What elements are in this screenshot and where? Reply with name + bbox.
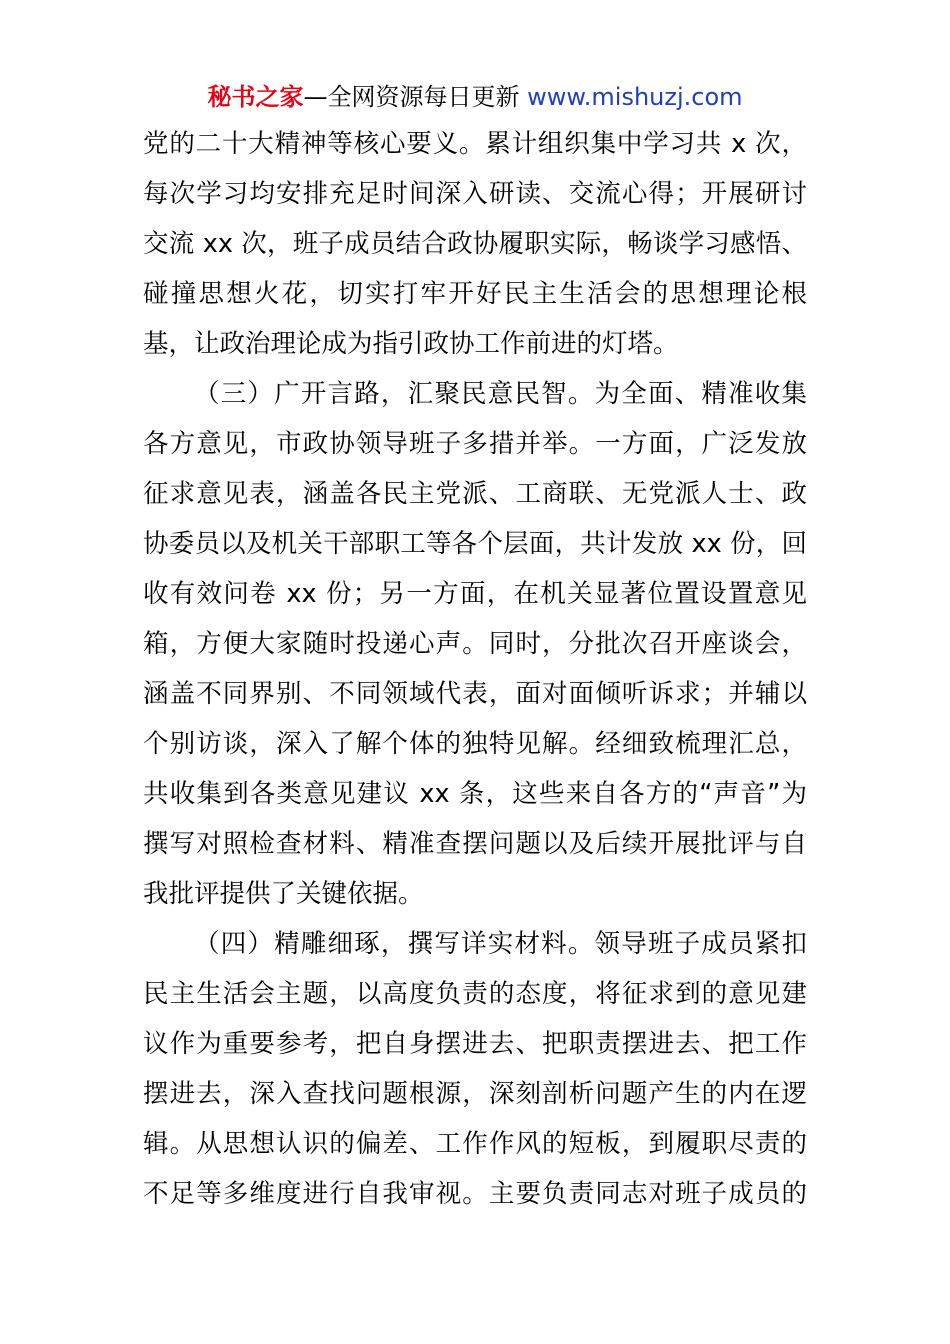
text-line: 基，让政治理论成为指引政协工作前进的灯塔。 bbox=[143, 329, 679, 359]
text-line: 不足等多维度进行自我审视。主要负责同志对班子成员的 bbox=[143, 1179, 807, 1209]
text-line: 辑。从思想认识的偏差、工作作风的短板，到履职尽责的 bbox=[143, 1129, 807, 1159]
section-heading-4: （四）精雕细琢，撰写详实材料。领导班子成员紧扣 bbox=[194, 929, 807, 959]
text-line: 议作为重要参考，把自身摆进去、把职责摆进去、把工作 bbox=[143, 1029, 807, 1059]
text-line: 交流 xx 次，班子成员结合政协履职实际，畅谈学习感悟、 bbox=[143, 229, 807, 259]
text-line: 每次学习均安排充足时间深入研读、交流心得；开展研讨 bbox=[143, 179, 807, 209]
text-line: 协委员以及机关干部职工等各个层面，共计发放 xx 份，回 bbox=[143, 529, 807, 559]
brand-name: 秘书之家 bbox=[207, 83, 304, 111]
site-header bbox=[0, 80, 950, 114]
text-line: 涵盖不同界别、不同领域代表，面对面倾听诉求；并辅以 bbox=[143, 679, 807, 709]
text-line: 撰写对照检查材料、精准查摆问题以及后续开展批评与自 bbox=[143, 829, 807, 859]
site-url-link[interactable]: www.mishuzj.com bbox=[527, 83, 743, 111]
text-line: 碰撞思想火花，切实打牢开好民主生活会的思想理论根 bbox=[143, 279, 807, 309]
text-line: 我批评提供了关键依据。 bbox=[143, 879, 424, 909]
text-line: 收有效问卷 xx 份；另一方面，在机关显著位置设置意见 bbox=[143, 579, 807, 609]
text-line: 共收集到各类意见建议 xx 条，这些来自各方的“声音”为 bbox=[143, 779, 807, 809]
text-line: 征求意见表，涵盖各民主党派、工商联、无党派人士、政 bbox=[143, 479, 807, 509]
document-body bbox=[143, 119, 807, 1219]
text-line: 摆进去，深入查找问题根源，深刻剖析问题产生的内在逻 bbox=[143, 1079, 807, 1109]
text-line: 个别访谈，深入了解个体的独特见解。经细致梳理汇总， bbox=[143, 729, 807, 759]
section-heading-3: （三）广开言路，汇聚民意民智。为全面、精准收集 bbox=[194, 379, 807, 409]
text-line: 党的二十大精神等核心要义。累计组织集中学习共 x 次， bbox=[143, 129, 807, 159]
text-line: 箱，方便大家随时投递心声。同时，分批次召开座谈会， bbox=[143, 629, 807, 659]
text-line: 民主生活会主题，以高度负责的态度，将征求到的意见建 bbox=[143, 979, 807, 1009]
text-line: 各方意见，市政协领导班子多措并举。一方面，广泛发放 bbox=[143, 429, 807, 459]
header-tagline: —全网资源每日更新 bbox=[303, 83, 528, 111]
